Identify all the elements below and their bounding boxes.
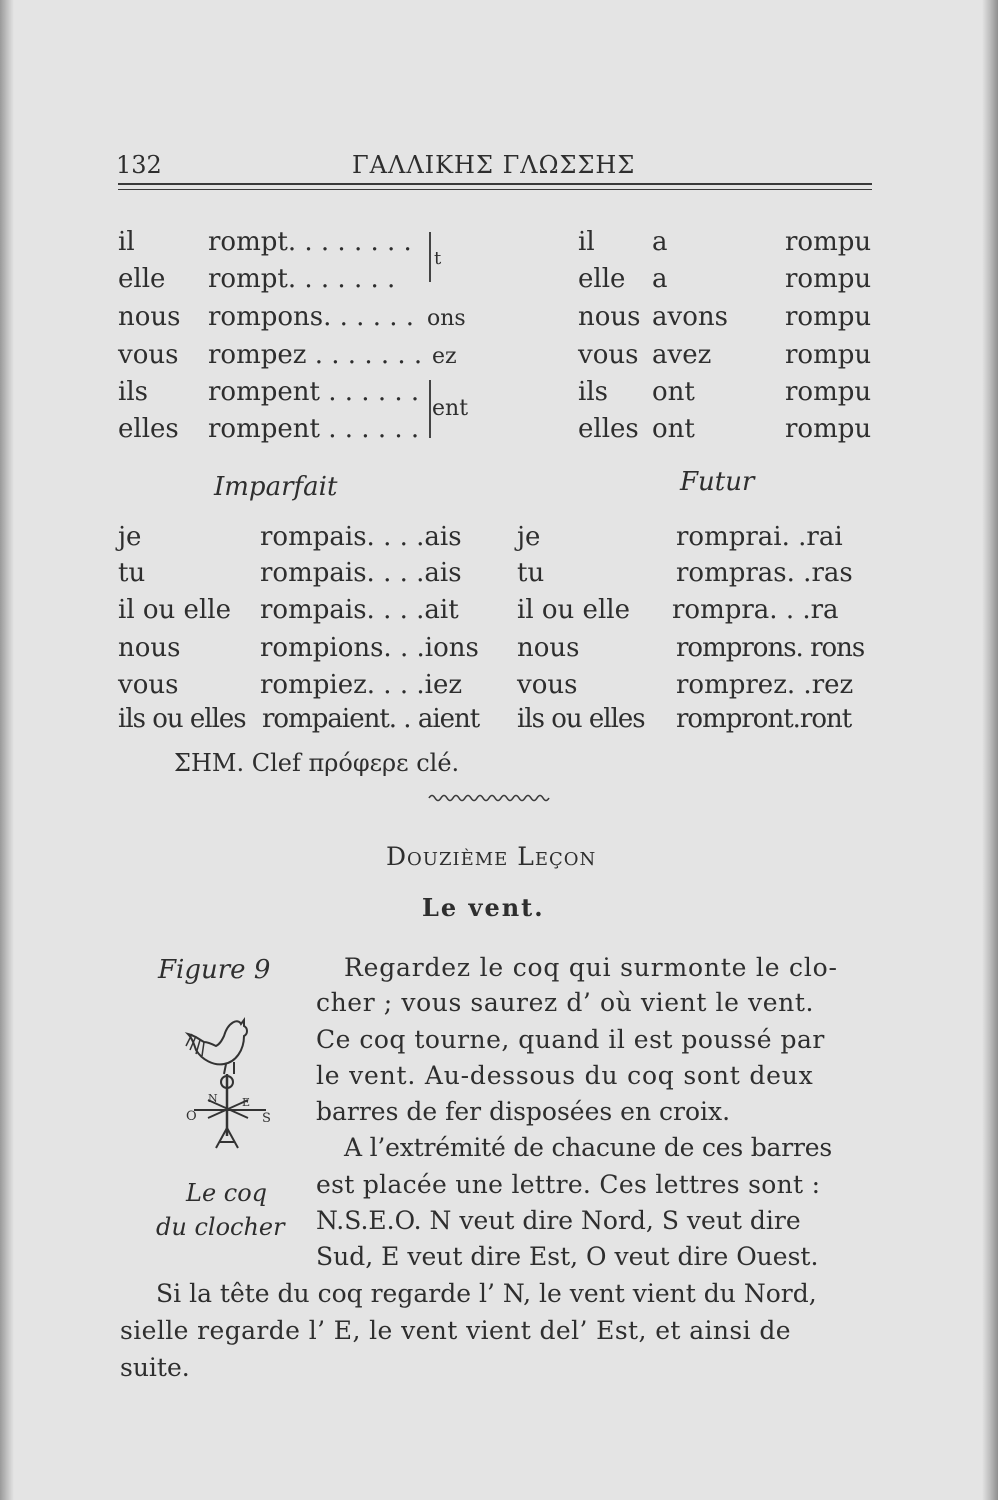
present-pronoun: vous <box>118 340 179 370</box>
imparfait-pronoun: ils ou elles <box>118 704 246 734</box>
passe-pronoun: vous <box>578 340 639 370</box>
figure-caption: Le coq <box>186 1179 268 1207</box>
imparfait-pronoun: nous <box>118 633 181 663</box>
compass-letter-e: E <box>242 1096 251 1109</box>
passe-participle: rompu <box>785 302 872 332</box>
present-verb: rompent . . . . . . <box>208 377 420 407</box>
passe-aux: ont <box>652 377 695 407</box>
passe-pronoun: il <box>578 227 595 257</box>
paragraph-line: Sud, E veut dire Est, O veut dire Ouest. <box>316 1242 819 1271</box>
futur-form: romprons. rons <box>676 633 865 663</box>
passe-pronoun: ils <box>578 377 608 407</box>
paragraph-line: Regardez le coq qui surmonte le clo- <box>344 953 838 982</box>
passe-participle: rompu <box>785 414 872 444</box>
imparfait-form: rompais. . . .ait <box>260 595 459 625</box>
closing-line: suite. <box>120 1353 190 1382</box>
futur-pronoun: ils ou elles <box>517 704 645 734</box>
futur-form: romprez. .rez <box>676 670 854 700</box>
page-number: 132 <box>116 151 162 179</box>
passe-aux: a <box>652 264 668 294</box>
present-ending: ez <box>432 344 457 369</box>
futur-pronoun: nous <box>517 633 580 663</box>
paragraph-line: le vent. Au-dessous du coq sont deux <box>316 1061 814 1090</box>
present-ending: t <box>434 248 442 269</box>
present-pronoun: nous <box>118 302 181 332</box>
passe-pronoun: elles <box>578 414 639 444</box>
present-verb: rompt. . . . . . . . <box>208 227 412 257</box>
present-pronoun: il <box>118 227 135 257</box>
present-ending: ons <box>427 306 466 331</box>
imparfait-form: rompions. . .ions <box>260 633 479 663</box>
imparfait-pronoun: il ou elle <box>118 595 231 625</box>
imparfait-heading: Imparfait <box>214 472 338 502</box>
present-pronoun: ils <box>118 377 148 407</box>
compass-letter-s: S <box>262 1111 271 1126</box>
imparfait-form: rompaient. . aient <box>262 704 480 734</box>
closing-line: sielle regarde l’ E, le vent vient del’ Est, et ainsi de <box>120 1316 791 1345</box>
passe-participle: rompu <box>785 227 872 257</box>
imparfait-form: rompais. . . .ais <box>260 522 462 552</box>
paragraph-line: N.S.E.O. N veut dire Nord, S veut dire <box>316 1206 801 1235</box>
passe-aux: a <box>652 227 668 257</box>
paragraph-line: barres de fer disposées en croix. <box>316 1097 731 1126</box>
figure-caption: du clocher <box>156 1213 285 1241</box>
present-verb: rompez . . . . . . . <box>208 340 423 370</box>
passe-aux: ont <box>652 414 695 444</box>
imparfait-form: rompais. . . .ais <box>260 558 462 588</box>
futur-heading: Futur <box>680 467 755 497</box>
passe-participle: rompu <box>785 377 872 407</box>
paragraph-line: cher ; vous saurez d’ où vient le vent. <box>316 988 815 1017</box>
weathervane-illustration <box>178 1010 278 1152</box>
present-verb: rompt. . . . . . . <box>208 264 396 294</box>
imparfait-form: rompiez. . . .iez <box>260 670 463 700</box>
header-rule-thin <box>118 189 872 190</box>
present-pronoun: elles <box>118 414 179 444</box>
paragraph-line: Ce coq tourne, quand il est poussé par <box>316 1025 825 1054</box>
futur-pronoun: je <box>517 522 541 552</box>
paragraph-line: A l’extrémité de chacune de ces barres <box>344 1133 832 1162</box>
futur-form: rompras. .ras <box>676 558 853 588</box>
page-edge-left <box>0 0 14 1500</box>
page-edge-right <box>982 0 998 1500</box>
lesson-title: Le vent. <box>422 893 545 922</box>
running-title: ΓΑΛΛΙΚΗΣ ΓΛΩΣΣΗΣ <box>352 151 636 179</box>
present-pronoun: elle <box>118 264 166 294</box>
imparfait-pronoun: vous <box>118 670 179 700</box>
present-verb: rompent . . . . . . <box>208 414 420 444</box>
passe-aux: avez <box>652 340 712 370</box>
closing-line: Si la tête du coq regarde l’ N, le vent vient du Nord, <box>156 1279 817 1308</box>
compass-letter-o: O <box>186 1109 197 1124</box>
compass-letter-n: N <box>208 1092 218 1105</box>
passe-pronoun: nous <box>578 302 641 332</box>
wavy-divider <box>428 792 550 804</box>
passe-aux: avons <box>652 302 728 332</box>
header-rule <box>118 183 872 185</box>
imparfait-pronoun: tu <box>118 558 146 588</box>
paragraph-line: est placée une lettre. Ces lettres sont : <box>316 1170 821 1199</box>
futur-pronoun: vous <box>517 670 578 700</box>
imparfait-pronoun: je <box>118 522 142 552</box>
passe-participle: rompu <box>785 264 872 294</box>
futur-form: romprai. .rai <box>676 522 843 552</box>
futur-pronoun: tu <box>517 558 545 588</box>
futur-form: rompront.ront <box>676 704 852 734</box>
passe-pronoun: elle <box>578 264 626 294</box>
present-ending: ent <box>432 396 469 421</box>
present-verb: rompons. . . . . . <box>208 302 415 332</box>
bracket <box>423 232 431 282</box>
futur-form: rompra. . .ra <box>672 595 839 625</box>
passe-participle: rompu <box>785 340 872 370</box>
bracket <box>423 380 431 438</box>
chapter-heading: Douzième Leçon <box>386 842 597 871</box>
pronunciation-note: ΣΗΜ. Clef πρόφερε clé. <box>174 749 460 777</box>
futur-pronoun: il ou elle <box>517 595 630 625</box>
figure-label: Figure 9 <box>158 955 271 985</box>
